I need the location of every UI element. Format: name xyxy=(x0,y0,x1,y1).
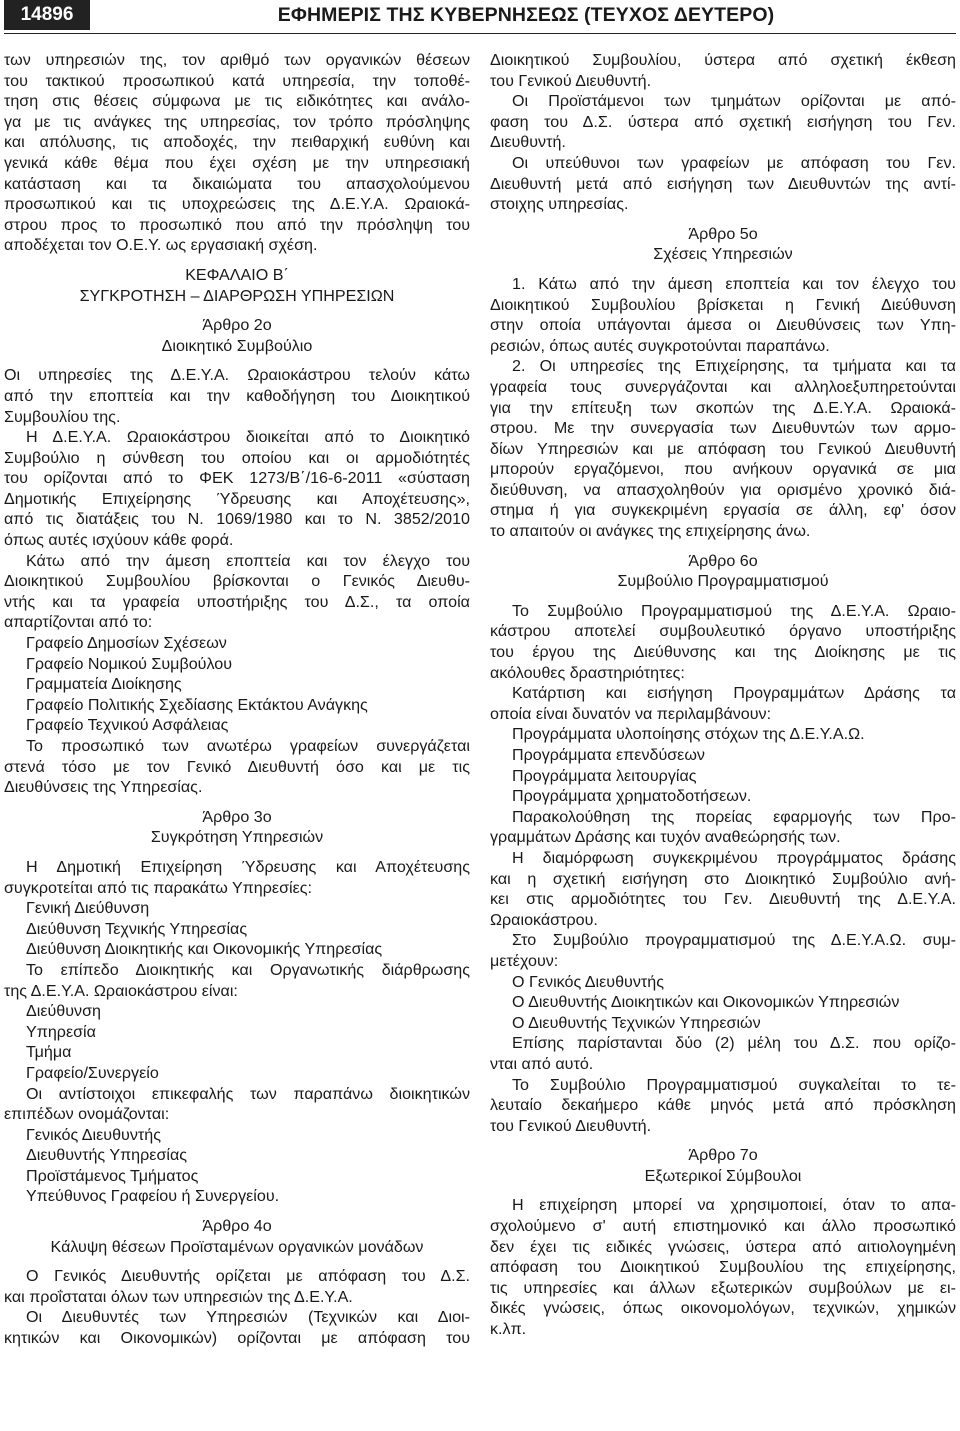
spacer xyxy=(4,798,470,807)
text-line: και απόλυσης, τις αποδοχές, την πειθαρχική ευθύνη και xyxy=(4,133,470,152)
text-line: σχολούμενο σ' αυτή επιστημονικό και άλλο προσωπικό xyxy=(490,1217,956,1236)
text-line: στενά τόσο με τον Γενικό Διευθυντή όσο και με τις xyxy=(4,757,470,776)
text-line: Ο Διευθυντής Διοικητικών και Οικονομικών Υπηρεσιών xyxy=(512,993,900,1012)
text-line: της Δ.Ε.Υ.Α. Ωραιοκάστρου είναι: xyxy=(4,981,238,1000)
text-line: Γραφείο Τεχνικού Ασφάλειας xyxy=(26,716,229,735)
spacer xyxy=(4,256,470,265)
text-line: Κατάρτιση και εισήγηση Προγραμμάτων Δράσης τα xyxy=(512,684,956,703)
text-line: κατάσταση και τα δικαιώματα του απασχολούμενου xyxy=(4,174,470,193)
text-line: του ορίζονται από το ΦΕΚ 1273/Β΄/16‐6‐2011 «σύσταση xyxy=(4,469,470,488)
text-line: Ο Γενικός Διευθυντής xyxy=(512,972,664,991)
heading-line: Άρθρο 7ο xyxy=(688,1146,758,1165)
text-line: Προϊστάμενος Τμήματος xyxy=(26,1166,199,1185)
text-line: το απαιτούν οι ανάγκες της επιχείρησης άνω. xyxy=(490,522,811,541)
text-line: Διευθυντή μετά από εισήγηση των Διευθυντών της αντί‐ xyxy=(490,174,956,193)
text-line: Τμήμα xyxy=(26,1043,72,1062)
text-line: Παρακολούθηση της πορείας εφαρμογής των Προ‐ xyxy=(512,807,956,826)
text-line: Διοικητικού Συμβουλίου, ύστερα από σχετική έκθεση xyxy=(490,51,956,69)
text-line: λευταίο δεκαήμερο κάθε μηνός μετά από πρόσκληση xyxy=(490,1096,956,1115)
text-line: Διευθύνσεις της Υπηρεσίας. xyxy=(4,778,203,797)
text-line: Προγράμματα λειτουργίας xyxy=(512,766,697,785)
text-line: ακόλουθες δραστηριότητες: xyxy=(490,663,685,682)
text-line: Δημοτικής Επιχείρησης Ύδρευσης και Αποχέτευσης», xyxy=(4,489,470,508)
text-line: τηση στις θέσεις σύμφωνα με τις ειδικότητες και ανάλο‐ xyxy=(4,92,470,111)
heading-line: Σχέσεις Υπηρεσιών xyxy=(653,245,793,264)
text-line: Οι αντίστοιχοι επικεφαλής των παραπάνω διοικητικών xyxy=(26,1084,470,1103)
text-line: απόφαση του Διοικητικού Συμβουλίου της επιχείρησης, xyxy=(490,1258,956,1277)
text-line: Το επίπεδο Διοικητικής και Οργανωτικής διάρθρωσης xyxy=(26,960,470,979)
text-line: Υπεύθυνος Γραφείου ή Συνεργείου. xyxy=(26,1187,280,1206)
heading-line: Συμβούλιο Προγραμματισμού xyxy=(617,572,829,591)
text-line: γραφεία τους συνεργάζονται και αλληλοεξυπηρετούνται xyxy=(490,377,956,396)
text-line: τις υπηρεσίες και άλλων εξωτερικών συμβούλων με ει‐ xyxy=(490,1278,956,1297)
text-line: απαρτίζονται από το: xyxy=(4,613,153,632)
text-line: Η Δ.Ε.Υ.Α. Ωραιοκάστρου διοικείται από το Διοικητικό xyxy=(26,428,470,447)
spacer xyxy=(490,542,956,551)
text-line: κητικών και Οικονομικών) ορίζονται με απόφαση του xyxy=(4,1329,470,1348)
spacer xyxy=(4,848,470,857)
text-line: Ωραιοκάστρου. xyxy=(490,910,598,929)
gazette-title: ΕΦΗΜΕΡΙΣ ΤΗΣ ΚΥΒΕΡΝΗΣΕΩΣ (ΤΕΥΧΟΣ ΔΕΥΤΕΡΟ) xyxy=(277,4,775,26)
text-line: από τις διατάξεις του Ν. 1069/1980 και το Ν. 3852/2010 xyxy=(4,510,470,529)
text-line: Το προσωπικό των ανωτέρω γραφείων συνεργάζεται xyxy=(26,737,470,755)
heading-line: Άρθρο 2ο xyxy=(202,316,272,335)
right-column xyxy=(490,50,956,1428)
text-line: Ο Διευθυντής Τεχνικών Υπηρεσιών xyxy=(512,1013,761,1032)
text-line: Γραμματεία Διοίκησης xyxy=(26,675,182,694)
text-line: του έργου της Διεύθυνσης και της Διοίκησης με τις xyxy=(490,643,956,662)
text-line: Το Συμβούλιο Προγραμματισμού της Δ.Ε.Υ.Α. Ωραιο‐ xyxy=(512,601,956,620)
text-line: Συμβούλιο η σύνθεση του οποίου και οι αρμοδιότητές xyxy=(4,448,470,467)
text-line: 1. Κάτω από την άμεση εποπτεία και τον έλεγχο του xyxy=(512,274,956,293)
page-header xyxy=(0,0,960,30)
text-line: Διεύθυνση Διοικητικής και Οικονομικής Υπηρεσίας xyxy=(26,940,383,959)
text-line: Γραφείο Δημοσίων Σχέσεων xyxy=(26,634,227,653)
text-line: του τακτικού προσωπικού κατά υπηρεσία, την τοποθέ‐ xyxy=(4,71,470,90)
text-line: στοιχης υπηρεσίας. xyxy=(490,195,629,214)
spacer xyxy=(490,265,956,274)
text-line: όπως αυτές ισχύουν κάθε φορά. xyxy=(4,531,234,550)
text-line: Διοικητικού Συμβουλίου βρίσκονται ο Γενικός Διευθυ‐ xyxy=(4,572,470,591)
text-line: διεύθυνση, να απασχοληθούν για ορισμένο χρονικό διά‐ xyxy=(490,480,956,499)
text-line: Γραφείο Νομικού Συμβούλου xyxy=(26,654,233,673)
text-line: νται από αυτό. xyxy=(490,1054,594,1073)
text-line: του Γενικού Διευθυντή. xyxy=(490,1116,652,1135)
text-line: 2. Οι υπηρεσίες της Επιχείρησης, τα τμήματα και τα xyxy=(512,357,956,376)
text-line: Προγράμματα χρηματοδοτήσεων. xyxy=(512,787,752,806)
spacer xyxy=(4,1207,470,1216)
heading-line: ΣΥΓΚΡΟΤΗΣΗ – ΔΙΑΡΘΡΩΣΗ ΥΠΗΡΕΣΙΩΝ xyxy=(79,286,395,305)
text-line: στην οποία υπάγονται άμεσα οι Διευθύνσεις των Υπη‐ xyxy=(490,316,956,335)
text-line: Οι Προϊστάμενοι των τμημάτων ορίζονται με από‐ xyxy=(512,92,956,111)
text-line: Προγράμματα υλοποίησης στόχων της Δ.Ε.Υ.Α.Ω. xyxy=(512,725,865,744)
text-line: του Γενικού Διευθυντή. xyxy=(490,71,652,90)
text-line: κ.λπ. xyxy=(490,1320,527,1339)
text-line: δίων Υπηρεσιών και με απόφαση του Γενικού Διευθυντή xyxy=(490,439,956,458)
heading-line: Άρθρο 6ο xyxy=(688,551,758,570)
text-line: Διευθυντή. xyxy=(490,133,566,152)
text-line: οποία είναι δυνατόν να περιλαμβάνουν: xyxy=(490,704,772,723)
spacer xyxy=(4,1257,470,1266)
text-line: επιπέδων ονομάζονται: xyxy=(4,1105,170,1124)
text-line: στημα ή για συγκεκριμένη εργασία σε άλλη, εφ' όσον xyxy=(490,501,956,520)
text-line: Οι υπεύθυνοι των γραφείων με απόφαση του Γεν. xyxy=(512,153,956,172)
text-line: Ο Γενικός Διευθυντής ορίζεται με απόφαση του Δ.Σ. xyxy=(26,1267,470,1286)
text-line: Κάτω από την άμεση εποπτεία και τον έλεγχο του xyxy=(26,551,470,570)
page-number: 14896 xyxy=(4,0,90,30)
text-line: αποδέχεται τον Ο.Ε.Υ. ως εργασιακή σχέση. xyxy=(4,236,318,255)
text-line: δικές γνώσεις, όπως οικονομολόγων, τεχνικών, χημικών xyxy=(490,1299,956,1318)
text-line: κει στις αρμοδιότητες του Γεν. Διευθυντή της Δ.Ε.Υ.Α. xyxy=(490,890,956,909)
text-line: Η διαμόρφωση συγκεκριμένου προγράμματος δράσης xyxy=(512,848,956,867)
text-line: Γραφείο/Συνεργείο xyxy=(26,1063,159,1082)
text-line: μπορούν εργαζόμενοι, που ανήκουν οργανικά σε μια xyxy=(490,460,956,479)
header-rule xyxy=(4,33,956,34)
text-line: Διεύθυνση Τεχνικής Υπηρεσίας xyxy=(26,919,248,938)
text-line: ρεσιών, όπως αυτές συγκροτούνται παραπάνω. xyxy=(490,336,830,355)
text-line: Οι Διευθυντές των Υπηρεσιών (Τεχνικών και Διοι‐ xyxy=(26,1308,470,1327)
text-line: Υπηρεσία xyxy=(26,1022,96,1041)
text-line: και η σχετική εισήγηση στο Διοικητικό Συμβούλιο ανή‐ xyxy=(490,869,956,888)
spacer xyxy=(490,215,956,224)
text-line: μετέχουν: xyxy=(490,951,559,970)
spacer xyxy=(490,592,956,601)
text-line: γα με τις ανάγκες της υπηρεσίας, τον τρόπο πρόσληψης xyxy=(4,112,470,131)
text-line: Στο Συμβούλιο προγραμματισμού της Δ.Ε.Υ.Α.Ω. συμ‐ xyxy=(512,931,956,950)
text-line: στρου. Με την συνεργασία των Διευθυντών των αρμο‐ xyxy=(490,419,956,438)
heading-line: Διοικητικό Συμβούλιο xyxy=(161,336,313,355)
text-line: στρου προς το προσωπικό που από την πρόσληψη του xyxy=(4,215,470,234)
text-line: φαση του Δ.Σ. ύστερα από σχετική εισήγηση του Γεν. xyxy=(490,112,956,131)
text-line: συγκροτείται από τις παρακάτω Υπηρεσίες: xyxy=(4,878,312,897)
spacer xyxy=(4,356,470,365)
text-line: δεν έχει τις ειδικές γνώσεις, ύστερα από αιτιολογημένη xyxy=(490,1237,956,1256)
heading-line: Κάλυψη θέσεων Προϊσταμένων οργανικών μονάδων xyxy=(50,1237,424,1256)
text-line: από την εποπτεία και την καθοδήγηση του Διοικητικού xyxy=(4,386,470,405)
heading-line: ΚΕΦΑΛΑΙΟ Β΄ xyxy=(185,265,289,284)
heading-line: Άρθρο 5ο xyxy=(688,224,758,243)
text-line: ντής και τα γραφεία υποστήριξης του Δ.Σ., τα οποία xyxy=(4,592,470,611)
text-line: κάστρου αποτελεί συμβουλευτικό όργανο υποστήριξης xyxy=(490,622,956,641)
text-line: Γραφείο Πολιτικής Σχεδίασης Εκτάκτου Ανάγκης xyxy=(26,695,368,714)
text-line: προσωπικού και τις υποχρεώσεις της Δ.Ε.Υ.Α. Ωραιοκά‐ xyxy=(4,195,470,214)
heading-line: Συγκρότηση Υπηρεσιών xyxy=(150,828,324,847)
text-line: Διεύθυνση xyxy=(26,1002,101,1021)
text-line: Συμβουλίου της. xyxy=(4,407,121,426)
text-line: Επίσης παρίστανται δύο (2) μέλη του Δ.Σ. που ορίζο‐ xyxy=(512,1034,956,1053)
spacer xyxy=(490,1136,956,1145)
heading-line: Εξωτερικοί Σύμβουλοι xyxy=(644,1166,802,1185)
spacer xyxy=(490,1186,956,1195)
text-line: Γενικός Διευθυντής xyxy=(26,1125,161,1144)
text-line: Προγράμματα επενδύσεων xyxy=(512,746,705,764)
left-column xyxy=(4,50,470,1428)
text-line: Γενική Διεύθυνση xyxy=(26,899,150,918)
text-line: Διευθυντής Υπηρεσίας xyxy=(26,1146,188,1165)
text-line: γραμμάτων Δράσης και τυχόν αναθεώρησής των. xyxy=(490,828,841,847)
heading-line: Άρθρο 4ο xyxy=(202,1217,272,1236)
text-line: Το Συμβούλιο Προγραμματισμού συγκαλείται το τε‐ xyxy=(512,1075,956,1094)
heading-line: Άρθρο 3ο xyxy=(202,807,272,826)
text-line: για την επίτευξη των σκοπών της Δ.Ε.Υ.Α. Ωραιοκά‐ xyxy=(490,398,956,417)
text-line: Διοικητικού Συμβουλίου βρίσκεται η Γενική Διεύθυνση xyxy=(490,295,956,314)
text-line: Η Δημοτική Επιχείρηση Ύδρευσης και Αποχέτευσης xyxy=(26,857,470,876)
spacer xyxy=(4,306,470,315)
text-line: γενικά κάθε θέμα που έχει σχέση με την υπηρεσιακή xyxy=(4,153,470,172)
text-line: και προΐσταται όλων των υπηρεσιών της Δ.Ε.Υ.Α. xyxy=(4,1287,353,1306)
text-line: των υπηρεσιών της, τον αριθμό των οργανικών θέσεων xyxy=(4,51,470,69)
text-line: Οι υπηρεσίες της Δ.Ε.Υ.Α. Ωραιοκάστρου τελούν κάτω xyxy=(4,366,470,385)
text-line: Η επιχείρηση μπορεί να χρησιμοποιεί, όταν το απα‐ xyxy=(512,1196,956,1215)
